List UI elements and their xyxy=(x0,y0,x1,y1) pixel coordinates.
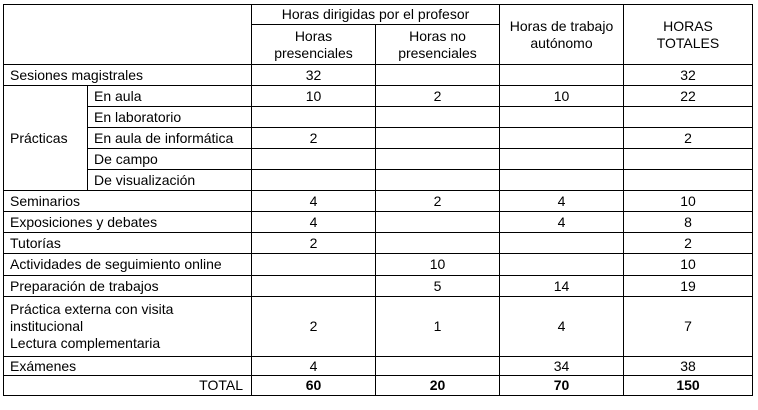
cell-total: 19 xyxy=(624,276,753,297)
practicas-group-label: Prácticas xyxy=(4,86,88,191)
cell-presenciales: 4 xyxy=(252,357,376,376)
row-label: En laboratorio xyxy=(88,107,252,128)
row-label: Sesiones magistrales xyxy=(4,65,252,86)
cell-total: 32 xyxy=(624,65,753,86)
row-label: Preparación de trabajos xyxy=(4,276,252,297)
row-label: De visualización xyxy=(88,170,252,191)
row-label: Exámenes xyxy=(4,357,252,376)
cell-total: 10 xyxy=(624,254,753,276)
header-no-presenciales: Horas no presenciales xyxy=(376,25,500,65)
cell-total: 2 xyxy=(624,128,753,149)
table-row xyxy=(4,65,753,86)
cell-total: 10 xyxy=(624,191,753,212)
table-row xyxy=(4,149,753,170)
table-row xyxy=(4,107,753,128)
cell-presenciales xyxy=(252,107,376,128)
header-group-cell: Horas dirigidas por el profesor xyxy=(252,5,500,25)
cell-autonomo xyxy=(500,170,624,191)
cell-no-presenciales: 1 xyxy=(376,297,500,357)
cell-no-presenciales xyxy=(376,170,500,191)
cell-autonomo: 14 xyxy=(500,276,624,297)
cell-presenciales: 2 xyxy=(252,233,376,254)
cell-presenciales: 4 xyxy=(252,191,376,212)
row-label-multiline: Práctica externa con visita institucional Lectura complementaria xyxy=(4,297,252,357)
cell-total: 8 xyxy=(624,212,753,233)
cell-presenciales: 2 xyxy=(252,297,376,357)
cell-no-presenciales xyxy=(376,357,500,376)
row-label: Seminarios xyxy=(4,191,252,212)
row-label: Tutorías xyxy=(4,233,252,254)
table-row xyxy=(4,212,753,233)
cell-presenciales: 2 xyxy=(252,128,376,149)
header-autonomo: Horas de trabajo autónomo xyxy=(500,5,624,65)
total-presenciales: 60 xyxy=(252,376,376,396)
cell-autonomo: 4 xyxy=(500,212,624,233)
cell-total xyxy=(624,149,753,170)
row-label: De campo xyxy=(88,149,252,170)
cell-presenciales: 32 xyxy=(252,65,376,86)
row-label: En aula de informática xyxy=(88,128,252,149)
table-row xyxy=(4,191,753,212)
cell-no-presenciales xyxy=(376,65,500,86)
row-label: En aula xyxy=(88,86,252,107)
cell-autonomo xyxy=(500,233,624,254)
table-row xyxy=(4,128,753,149)
cell-no-presenciales: 2 xyxy=(376,86,500,107)
cell-autonomo xyxy=(500,149,624,170)
header-totales: HORAS TOTALES xyxy=(624,5,753,65)
table-row xyxy=(4,297,753,357)
table-row xyxy=(4,86,753,107)
total-autonomo: 70 xyxy=(500,376,624,396)
cell-autonomo xyxy=(500,107,624,128)
cell-presenciales: 10 xyxy=(252,86,376,107)
cell-no-presenciales xyxy=(376,107,500,128)
cell-no-presenciales: 2 xyxy=(376,191,500,212)
cell-presenciales: 4 xyxy=(252,212,376,233)
cell-presenciales xyxy=(252,170,376,191)
cell-total: 2 xyxy=(624,233,753,254)
cell-total xyxy=(624,107,753,128)
cell-no-presenciales xyxy=(376,149,500,170)
cell-autonomo: 4 xyxy=(500,191,624,212)
table-row xyxy=(4,276,753,297)
cell-total: 38 xyxy=(624,357,753,376)
cell-total: 22 xyxy=(624,86,753,107)
total-row xyxy=(4,376,753,396)
cell-total: 7 xyxy=(624,297,753,357)
cell-no-presenciales: 5 xyxy=(376,276,500,297)
cell-autonomo: 4 xyxy=(500,297,624,357)
cell-no-presenciales xyxy=(376,212,500,233)
total-total: 150 xyxy=(624,376,753,396)
cell-presenciales xyxy=(252,254,376,276)
cell-presenciales xyxy=(252,276,376,297)
cell-autonomo: 34 xyxy=(500,357,624,376)
cell-autonomo xyxy=(500,65,624,86)
cell-no-presenciales: 10 xyxy=(376,254,500,276)
cell-total xyxy=(624,170,753,191)
hours-table xyxy=(3,4,753,396)
cell-autonomo: 10 xyxy=(500,86,624,107)
header-empty-cell xyxy=(4,5,252,65)
table-row xyxy=(4,233,753,254)
row-label: Actividades de seguimiento online xyxy=(4,254,252,276)
cell-autonomo xyxy=(500,128,624,149)
total-label: TOTAL xyxy=(4,376,252,396)
row-label: Exposiciones y debates xyxy=(4,212,252,233)
cell-autonomo xyxy=(500,254,624,276)
table-row xyxy=(4,254,753,276)
cell-presenciales xyxy=(252,149,376,170)
table-row xyxy=(4,357,753,376)
table-row xyxy=(4,170,753,191)
cell-no-presenciales xyxy=(376,128,500,149)
total-no-presenciales: 20 xyxy=(376,376,500,396)
header-presenciales: Horas presenciales xyxy=(252,25,376,65)
cell-no-presenciales xyxy=(376,233,500,254)
